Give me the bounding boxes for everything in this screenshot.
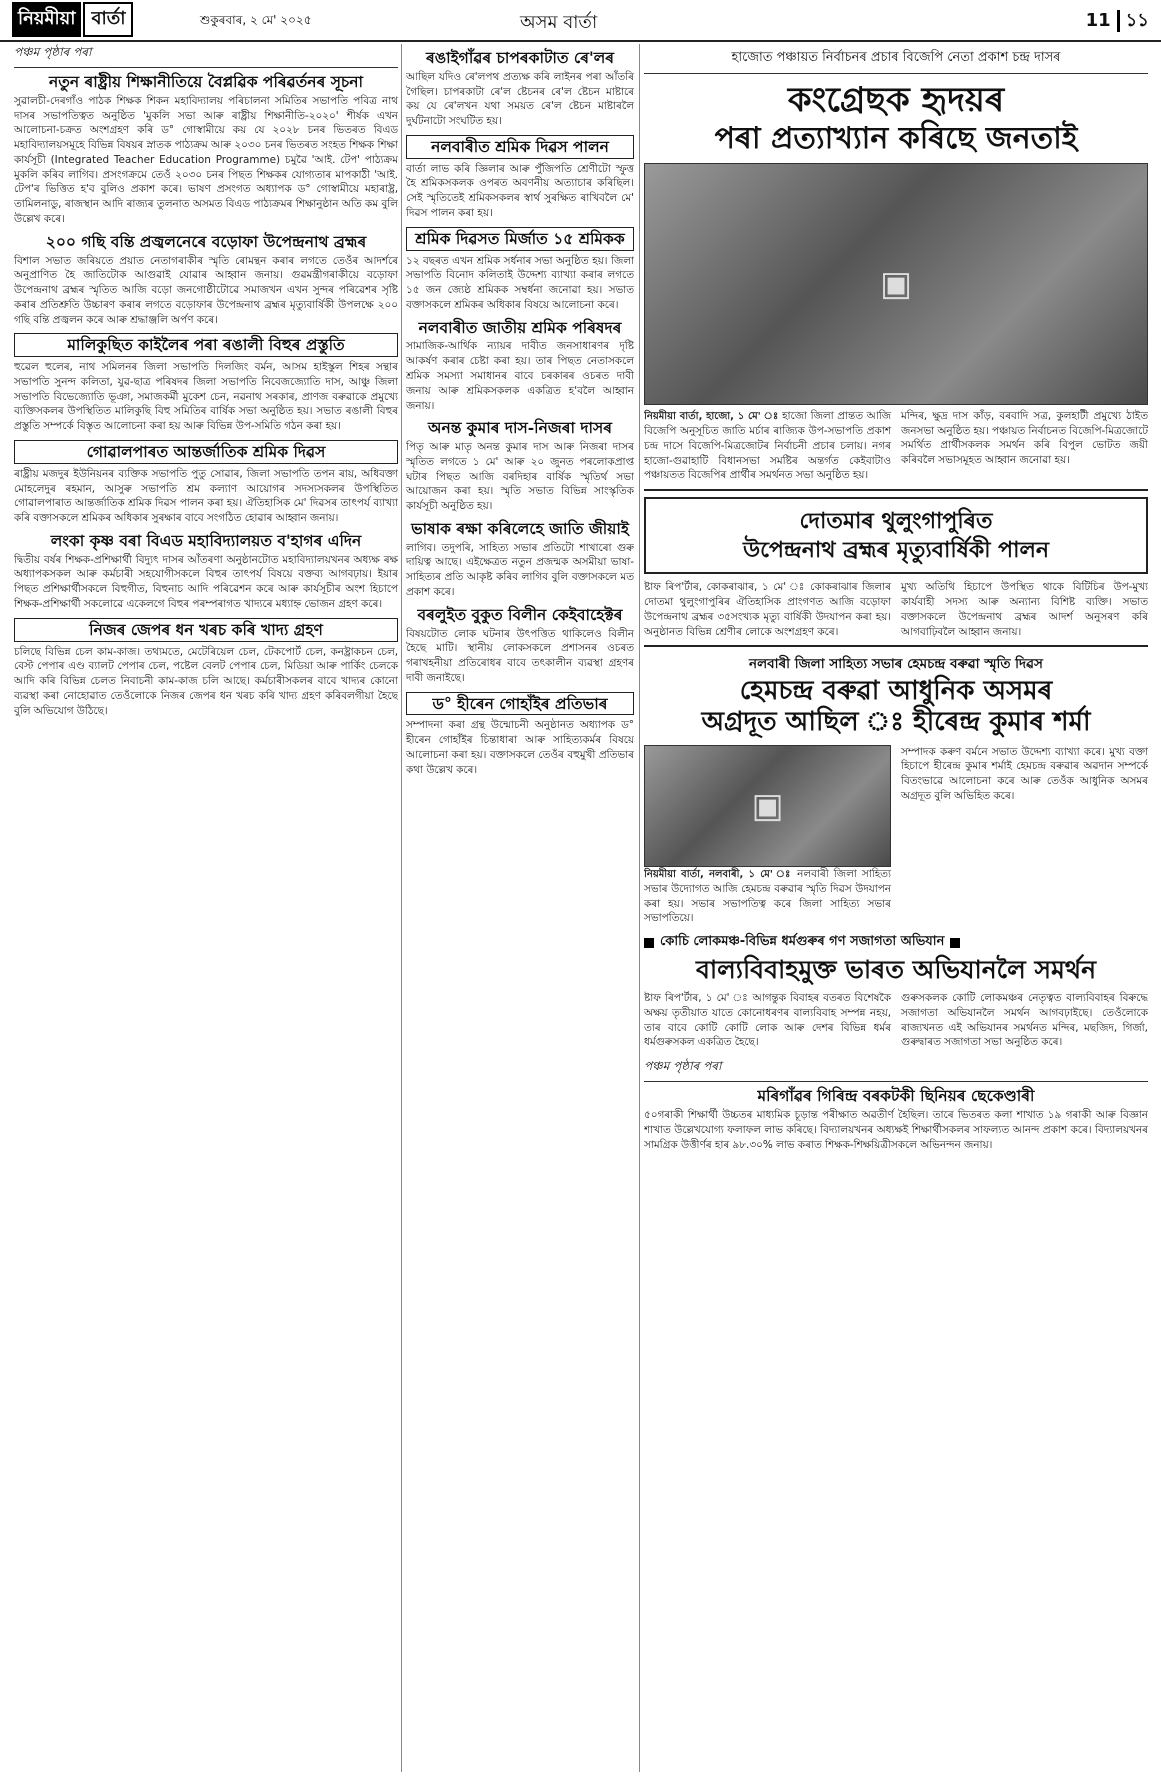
article-headline[interactable]: বৰলুইত বুকুত বিলীন কেইবাহেক্টৰ xyxy=(417,604,623,624)
bullet-square-icon xyxy=(644,938,654,948)
main-headline-line-1[interactable]: কংগ্ৰেছক হৃদয়ৰ xyxy=(787,80,1005,120)
photo-placeholder-icon: ▣ xyxy=(879,263,913,304)
banner-line-2: উপেন্দ্ৰনাথ ব্ৰহ্মৰ মৃত্যুবাৰ্ষিকী পালন xyxy=(742,536,1050,563)
article-headline[interactable]: লংকা কৃষ্ণ বৰা বিএড মহাবিদ্যালয়ত ব'হাগৰ এদিন xyxy=(50,530,362,550)
headline-kicker: হাজোত পঞ্চায়ত নিৰ্বাচনৰ প্ৰচাৰ বিজেপি নেতা প্ৰকাশ চন্দ্ৰ দাসৰ xyxy=(644,44,1148,74)
article-body: ৰাষ্ট্ৰীয় মজদুৰ ইউনিয়নৰ ব্যক্তিক সভাপতি পুতু সোৱাৰ, জিলা সভাপতি তপন ৰায়, অধিবক্তা মোহলেদুৰ ৰহমান, আসুৰু সভাপতি শ্ৰম কল্যাণ আয়োগৰ সদস্যসকলৰ উপস্থিতিত গোৱালপাৰাত আন্তৰ্জাতিক শ্ৰমিক দিৱস পালন কৰা হয়। ঐতিহাসিক মে' দিৱসৰ তাৎপৰ্য ব্যাখ্যা কৰি বক্তাসকলে শ্ৰমিকৰ অধিকাৰ সুৰক্ষাৰ বাবে সংগঠিত হোৱাৰ আহ্বান জনায়। xyxy=(14,467,398,525)
article-headline[interactable]: নতুন ৰাষ্ট্ৰীয় শিক্ষানীতিয়ে বৈপ্লৱিক পৰিৱৰ্তনৰ সূচনা xyxy=(48,72,364,91)
headline[interactable]: বাল্যবিবাহমুক্ত ভাৰত অভিযানলৈ সমৰ্থন xyxy=(695,955,1097,985)
masthead xyxy=(0,0,1161,42)
article-columns xyxy=(644,745,1148,926)
article-columns xyxy=(644,580,1148,639)
article-headline[interactable]: নলবাৰীত শ্ৰমিক দিৱস পালন xyxy=(406,135,634,159)
logo-part-1: নিয়মীয়া xyxy=(12,2,81,37)
article-body: মন্দিৰ, ক্ষুদ্ৰ দাস কাঁড়, বৰবাদি সত্ৰ, কুলহাটী প্ৰমুখ্যে ঠাইত জনসভা অনুষ্ঠিত হয়। পঞ্চায়ত নিৰ্বাচনত বিজেপি-মিত্ৰজোটে সমৰ্থিত প্ৰাৰ্থীসকলক সমৰ্থন কৰি বিপুল ভোটত জয়ী কৰিবলৈ সভাসমূহত আহ্বান জনোৱা হয়। xyxy=(901,409,1148,467)
article-body: ষ্টাফ ৰিপ'ৰ্টাৰ, ১ মে' ঃ আগন্তুক বিবাহৰ বতৰত বিশেষকৈ অক্ষয় তৃতীয়াত যাতে কোনোধৰণৰ বাল্যবিবাহ সম্পন্ন নহয়, তাৰ বাবে কোটি কোটি লোক আৰু দেশৰ বিভিন্ন ধৰ্মৰ ধৰ্মগুৰুসকল একত্ৰিত হৈছে। xyxy=(644,992,891,1049)
article-body: সম্পাদনা কৰা গ্ৰন্থ উন্মোচনী অনুষ্ঠানত অধ্যাপক ড° হীৰেন গোহাঁইৰ চিন্তাধাৰা আৰু সাহিত্যকৰ্মৰ বিষয়ে আলোচনা কৰা হয়। বক্তাসকলে তেওঁৰ বহুমুখী প্ৰতিভাৰ কথা উল্লেখ কৰে। xyxy=(406,719,634,776)
column-divider xyxy=(639,44,640,1772)
article-headline[interactable]: ৰঙাইগাঁৱৰ চাপৰকাটাত ৰে'লৰ xyxy=(426,48,614,67)
logo-part-2: বাৰ্তা xyxy=(83,2,133,37)
banner-line-1: দোতমাৰ থুলুংগাপুৰিত xyxy=(799,508,993,535)
headline-line-2[interactable]: অগ্ৰদূত আছিল ঃ হীৰেন্দ্ৰ কুমাৰ শৰ্মা xyxy=(701,707,1091,738)
headline-line-1[interactable]: হেমচন্দ্ৰ বৰুৱা আধুনিক অসমৰ xyxy=(739,676,1053,707)
article-body: নলবাৰী জিলা সাহিত্য সভাৰ উদ্যোগত আজি হেমচন্দ্ৰ বৰুৱাৰ স্মৃতি দিৱস উদযাপন কৰা হয়। সভাৰ সভাপতিত্ব কৰে জিলা সাহিত্য সভাৰ সভাপতিয়ে। xyxy=(644,867,891,925)
news-photo[interactable] xyxy=(644,163,1148,405)
main-headline-line-2[interactable]: পৰা প্ৰত্যাখ্যান কৰিছে জনতাই xyxy=(714,120,1078,156)
column-left xyxy=(14,44,398,1772)
page-number-divider xyxy=(1117,10,1120,32)
article-body: গুৰুসকলক কোটি লোকমঞ্চৰ নেতৃত্বত বাল্যবিবাহৰ বিৰুদ্ধে সজাগতা অভিযানলৈ সমৰ্থন আগবঢ়াইছে। তেওঁলোকে ৰাজ্যখনত এই অভিযানৰ সমৰ্থনত মন্দিৰ, মছজিদ, গিৰ্জা, গুৰুদ্বাৰত সজাগতা সভা অনুষ্ঠিত কৰে। xyxy=(901,992,1148,1049)
issue-date: শুকুৰবাৰ, ২ মে' ২০২৫ xyxy=(200,13,312,27)
article-body: চলিছে বিভিন্ন চেল কাম-কাজ। তথ্যমতে, মেটেৰিয়েল চেল, টেকপোৰ্ট চেল, কনষ্ট্ৰাকচন চেল, বেস্ট পেপাৰ এণ্ড ব্যালট পেপাৰ চেল, পষ্টেল বেলট পেপাৰ চেল, মিডিয়া আৰু পাৰ্কিং চেলকে আদি কৰি বিভিন্ন চেলত নিবাচনী কাম-কাজ চলি আছে। কৰ্মচাৰীসকলৰ বাবে খাদ্যৰ কোনো ব্যৱস্থা কৰা নোহোৱাত তেওঁলোকে নিজৰ জেপৰ ধন খৰচ কৰি খাদ্য গ্ৰহণ কৰিবলগীয়া হৈছে বুলি অভিযোগ উঠিছে। xyxy=(14,645,398,717)
article-headline[interactable]: ভাষাক ৰক্ষা কৰিলেহে জাতি জীয়াই xyxy=(411,518,629,538)
article-body: আছিল যদিও ৰে'লপথ প্ৰত্যক্ষ কৰি লাইনৰ পৰা আঁতৰি গৈছিল। চাপৰকাটা ৰে'ল ষ্টেচনৰ ৰে'ল ষ্টেচন মাষ্টাৰে কয় যে ৰে'লখন যথা সময়ত ৰে'ল ষ্টেচন মাষ্টাৰলৈ দুৰ্ঘটনাটো সংঘটিত হয়। xyxy=(406,70,634,128)
page-number-latin: 11 xyxy=(1085,10,1111,31)
photo-placeholder-icon: ▣ xyxy=(751,785,784,826)
photo-dateline: নিয়মীয়া বাৰ্তা, হাজো, ১ মে' ঃ xyxy=(644,410,779,422)
article-body: মুখ্য অতিথি হিচাপে উপস্থিত থাকে বিটিচিৰ উপ-মুখ্য কাৰ্যবাহী সদস্য আৰু অন্যান্য বিশিষ্ট ব্যক্তি। সভাত বক্তাসকলে উপেন্দ্ৰনাথ ব্ৰহ্মৰ আদৰ্শ অনুসৰণ কৰি আগবাঢ়িবলৈ আহ্বান জনায়। xyxy=(901,581,1148,638)
article-body: ষ্টাফ ৰিপ'ৰ্টাৰ, কোকৰাঝাৰ, ১ মে' ঃ কোকৰাঝাৰ জিলাৰ দোতমা থুলুংগাপুৰিৰ ঐতিহাসিক প্ৰাংগণত আজি বড়োফা উপেন্দ্ৰনাথ ব্ৰহ্মৰ ৩৫সংখ্যক মৃত্যু বাৰ্ষিকী উদযাপন কৰা হয়। অনুষ্ঠানত বিভিন্ন শ্ৰেণীৰ লোকে অংশগ্ৰহণ কৰে। xyxy=(644,581,891,638)
article-headline[interactable]: নিজৰ জেপৰ ধন খৰচ কৰি খাদ্য গ্ৰহণ xyxy=(14,618,398,642)
article-body: সম্পাদক কৰুণ বৰ্মনে সভাত উদ্দেশ্য ব্যাখ্যা কৰে। মুখ্য বক্তা হিচাপে হীৰেন্দ্ৰ কুমাৰ শৰ্মাই হেমচন্দ্ৰ বৰুৱাৰ অৱদান সম্পৰ্কে বিতংভাৱে আলোচনা কৰে আৰু তেওঁক আধুনিক অসমৰ অগ্ৰদূত বুলি অভিহিত কৰে। xyxy=(901,745,1148,802)
page-number xyxy=(1086,6,1149,37)
article-body: সামাজিক-আৰ্থিক ন্যায়ৰ দাবীত জনসাধাৰণৰ দৃষ্টি আকৰ্ষণ কৰাৰ চেষ্টা কৰা হয়। তাৰ পিছত নেতাসকলে শ্ৰমিক সমস্যা সমাধানৰ বাবে চৰকাৰৰ ওচৰত দাবী জনায় আৰু শ্ৰমিকসকলক একত্ৰিত হ'বলৈ আহ্বান জনায়। xyxy=(406,340,634,412)
article-body: ১২ বছৰত এখন শ্ৰমিক সৰ্ধনাৰ সভা অনুষ্ঠিত হয়। জিলা সভাপতি বিনোদ কলিতাই উদ্দেশ্য ব্যাখ্যা কৰাৰ লগতে ১৫ জন জ্যেষ্ঠ শ্ৰমিকক সম্বৰ্ধনা জনোৱা হয়। সভাত বক্তাসকলে শ্ৰমিকৰ অধিকাৰ বিষয়ে আলোচনা কৰে। xyxy=(406,254,634,311)
section-tag xyxy=(644,932,1148,953)
article-headline[interactable]: শ্ৰমিক দিৱসত মিৰ্জাত ১৫ শ্ৰমিকক xyxy=(406,227,634,251)
tag-text: কোচি লোকমঞ্চ-বিভিন্ন ধৰ্মগুৰুৰ গণ সজাগতা অভিযান xyxy=(660,934,945,950)
bullet-square-icon xyxy=(950,938,960,948)
continued-label: পঞ্চম পৃষ্ঠাৰ পৰা xyxy=(644,1058,1148,1082)
page-number-native: ১১ xyxy=(1125,10,1149,31)
section-title: অসম বাৰ্তা xyxy=(520,12,598,33)
section-rule xyxy=(644,645,1148,647)
article-headline[interactable]: নলবাৰীত জাতীয় শ্ৰমিক পৰিষদৰ xyxy=(418,317,622,337)
article-body: বাৰ্তা লাভ কৰি জ্ঞিলাৰ আৰু পুঁজিপতি শ্ৰেণীটো স্ফুত্ত হৈ শ্ৰমিকসকলক ওপৰত অবণনীয় অত্যাচাৰ কৰিছিল। সেই স্মৃতিতেই শ্ৰমিকসকলৰ স্বাৰ্থ সুৰক্ষিত ৰাখিবলৈ মে' দিৱস পালন কৰা হয়। xyxy=(406,162,634,219)
article-body: ৫০গৰাকী শিক্ষাৰ্থী উচ্চতৰ মাধ্যমিক চূড়ান্ত পৰীক্ষাত অৱতীৰ্ণ হৈছিল। তাৰে ভিতৰত কলা শাখাত ১৯ গৰাকী আৰু বিজ্ঞান শাখাত উল্লেখযোগ্য ফলাফল লাভ কৰিছে। বিদ্যালয়খনৰ অধ্যক্ষই শিক্ষাৰ্থীসকলৰ সাফল্যত আনন্দ প্ৰকাশ কৰে। বিদ্যালয়খনৰ সামগ্ৰিক উত্তীৰ্ণৰ হাৰ ৯৮.৩০% লাভ কৰাত শিক্ষক-শিক্ষয়িত্ৰীসকলে অভিনন্দন জনায়। xyxy=(644,1109,1148,1151)
article-kicker: নলবাৰী জিলা সাহিত্য সভাৰ হেমচন্দ্ৰ বৰুৱা স্মৃতি দিৱস xyxy=(749,656,1043,673)
newspaper-logo[interactable] xyxy=(12,4,133,34)
article-headline[interactable]: মৰিগাঁৱৰ গিৰিন্দ্ৰ বৰকটকী ছিনিয়ৰ ছেকেণ্ডাৰী xyxy=(757,1086,1035,1106)
article-headline[interactable]: ড° হীৰেন গোহাঁইৰ প্ৰতিভাৰ xyxy=(406,692,634,716)
news-photo[interactable] xyxy=(644,745,891,867)
article-headline[interactable]: ২০০ গছি বন্তি প্ৰজ্বলনেৰে বড়োফা উপেন্দ্ৰনাথ ব্ৰহ্মৰ xyxy=(45,231,367,251)
column-middle xyxy=(406,44,634,1772)
article-headline[interactable]: গোৱালপাৰত আন্তৰ্জাতিক শ্ৰমিক দিৱস xyxy=(14,440,398,464)
column-divider xyxy=(401,44,402,1772)
article-body: লাগিব। তদুপৰি, সাহিত্য সভাৰ প্ৰতিটো শাখাৰো গুৰু দায়িত্ব আছে। এইক্ষেত্ৰত নতুন প্ৰজন্মক অসমীয়া ভাষা-সাহিত্যৰ প্ৰতি আকৃষ্ট কৰিব লাগিব বুলি বক্তাসকলে মত প্ৰকাশ কৰে। xyxy=(406,541,634,599)
article-columns xyxy=(644,991,1148,1050)
article-body: দ্বিতীয় বৰ্ষৰ শিক্ষক-প্ৰশিক্ষাৰ্থী বিদ্যুৎ দাসৰ আঁতৰণা অনুষ্ঠানটোত মহাবিদ্যালয়খনৰ অধ্যক্ষ ৰক্ষ অধ্যাপকসকল আৰু কৰ্মচাৰী সহযোগীসকলে বিহুৰ তাৎপৰ্য বিষয়ে বক্তব্য আগবঢ়ায়। ইয়াৰ পিছত প্ৰশিক্ষাৰ্থীসকলে বিহুগীত, বিহুনাচ আদি পৰিৱেশন কৰে আৰু কাৰ্যসূচীৰ অংশ হিচাপে শিক্ষক-প্ৰশিক্ষাৰ্থী সকলোৱে একেলগে বিহুৰ পৰম্পৰাগত খাদ্যৰে মধ্যাহ্ন ভোজন গ্ৰহণ কৰে। xyxy=(14,553,398,610)
article-headline[interactable]: অনন্ত কুমাৰ দাস-নিজৰা দাসৰ xyxy=(428,418,612,438)
continued-label: পঞ্চম পৃষ্ঠাৰ পৰা xyxy=(14,44,398,68)
article-body: সুৱালচী-দেৰগাঁও পাঠক শিক্ষক শিকন মহাবিদ্যালয় পৰিচালনা সমিতিৰ সভাপতি পবিত্ৰ নাথ দাসৰ সভাপতিত্বত অনুষ্ঠিত 'মুকলি সভা আৰু ৰাষ্ট্ৰীয় শিক্ষানীতি-২০২০' শীৰ্ষক এখন আলোচনা-চক্ৰত অংশগ্ৰহণ কৰি ড° গোস্বামীয়ে কয় যে ২০২৮ চনৰ ভিতৰত বিএড মহাবিদ্যালয়সমূহে বিভিন্ন বিষয়ৰ স্নাতক পাঠ্যক্ৰম আৰু ২০৩০ চনৰ ভিতৰত সংহত শিক্ষক শিক্ষা কাৰ্যসূচী (Integrated Teacher Education Programme) চমুৱৈ 'আই. টেপ' পাঠ্যক্ৰম মুকলি কৰিব লাগিব। প্ৰসংগক্ৰমে তেওঁ ২০৩০ চনৰ পিছত শিক্ষকৰ যোগ্যতাৰ মাপকাঠী 'আই. টেপ'ৰ ভিত্তিত হ'ব বুলিও প্ৰকাশ কৰে। ভাষণ প্ৰসংগত অধ্যাপক ড° গোস্বামীয়ে মহাৰাষ্ট্ৰ, তামিলনাডু, ৰাজস্থান আদি ৰাজ্যৰ তুলনাত অসমত বিএড পাঠ্যক্ৰমৰ শিক্ষানুষ্ঠান অতি কম বুলি উল্লেখ কৰে। xyxy=(14,94,398,225)
photo-dateline: নিয়মীয়া বাৰ্তা, নলবাৰী, ১ মে' ঃ xyxy=(644,868,793,880)
column-right xyxy=(644,44,1148,1772)
article-headline[interactable]: মালিকুছিত কাইলৈৰ পৰা ৰঙালী বিহুৰ প্ৰস্তুতি xyxy=(14,333,398,357)
banner-headline[interactable] xyxy=(644,497,1148,574)
article-body: বিষয়টোত লোক ঘটনাৰ উৎপত্তিত থাকিলেও বিলীন হৈছে মাটি। স্থানীয় লোকসকলে প্ৰশাসনৰ ওচৰত গৰাখহনীয়া প্ৰতিৰোধৰ বাবে তৎকালীন ব্যৱস্থা গ্ৰহণৰ দাবী জনাইছে। xyxy=(406,627,634,684)
article-columns xyxy=(644,409,1148,483)
article-body: হাজো জিলা প্ৰান্তত আজি বিজেপি অনুসূচিত জাতি মৰ্চাৰ ৰাজ্যিক উপ-সভাপতি প্ৰকাশ চন্দ্ৰ দাসে বিজেপি-মিত্ৰজোটৰ নিৰ্বাচনী প্ৰচাৰ চলায়। নগৰ হাজো-গুৱাহাটি বিধানসভা সমষ্টিৰ অন্তৰ্গত কেইবাটাও পঞ্চায়তত বিজেপিৰ প্ৰাৰ্থীৰ সমৰ্থনত সভা অনুষ্ঠিত হয়। xyxy=(644,409,891,482)
article-body: পিতৃ আৰু মাতৃ অনন্ত কুমাৰ দাস আৰু নিজৰা দাসৰ স্মৃতিত লগতে ১ মে' আৰু ২০ জুনত পৰলোকপ্ৰাপ্ত ঘটাৰ পিছত আজি বৰদিহাৰ বাৰ্ষিক স্মৃতিৰ্থ সভা আয়োজন কৰা হয়। স্মৃতি সভাত বিভিন্ন সাংস্কৃতিক কাৰ্যসূচী অনুষ্ঠিত হয়। xyxy=(406,441,634,513)
article-body: বিশাল সভাত জৰিয়তে প্ৰয়াত নেতাগৰাকীৰ স্মৃতি ৰোমন্থন কৰাৰ লগতে তেওঁৰ আদৰ্শৰে অনুপ্ৰাণিত হৈ জাতিটোক আগুৱাই যোৱাৰ আহ্বান জনায়। গুৱমন্ত্ৰীগৰাকীয়ে বড়োফা উপেন্দ্ৰনাথ ব্ৰহ্মৰ স্মৃতিত আজি বড়ো জনগোষ্ঠীটোৱে সমাজখন এখন সুন্দৰ পৰিৱেশৰ সৃষ্টি কৰাৰ প্ৰতিশ্ৰুতি উচ্চাৰণ কৰাৰ লগতে বড়োফাৰ উপেন্দ্ৰনাথ ব্ৰহ্মৰ মৃত্যুবাৰ্ষিকী উপলক্ষে ২০০ গছি বন্তি প্ৰজ্বলন কৰে আৰু শ্ৰদ্ধাঞ্জলি অৰ্পণ কৰে। xyxy=(14,254,398,326)
article-body: হুৱেল হুলেৰ, নাথ সমিলনৰ জিলা সভাপতি দিলজিং বৰ্মন, আসম হাইস্কুল শিহৰ সন্থাৰ সভাপতি সুনন্দ কলিতা, যুৱ-ছাত্ৰ পৰিষদৰ জিলা সভাপতি নিবেজজ্যোতি দাস, আঞ্চু জিলা সভাপতি বিভেজ্যোতি ভূঞা, সমাজকৰ্মী মুকেশ চেন, নৱনাথ সৰকাৰ, প্ৰাণজ বৰুৱাকে প্ৰমুখ্যে ব্যক্তিসকলৰ উপস্থিতিত মালিকুছি বিহু সমিতিৰ বাৰ্ষিক সভা অনুষ্ঠিত হয়। সভাত ৰঙালী বিহুৰ প্ৰস্তুতি সম্পৰ্কে বিস্তৃত আলোচনা কৰা হয় আৰু বিভিন্ন উপ-সমিতি গঠন কৰা হয়। xyxy=(14,361,398,433)
section-rule xyxy=(644,489,1148,491)
